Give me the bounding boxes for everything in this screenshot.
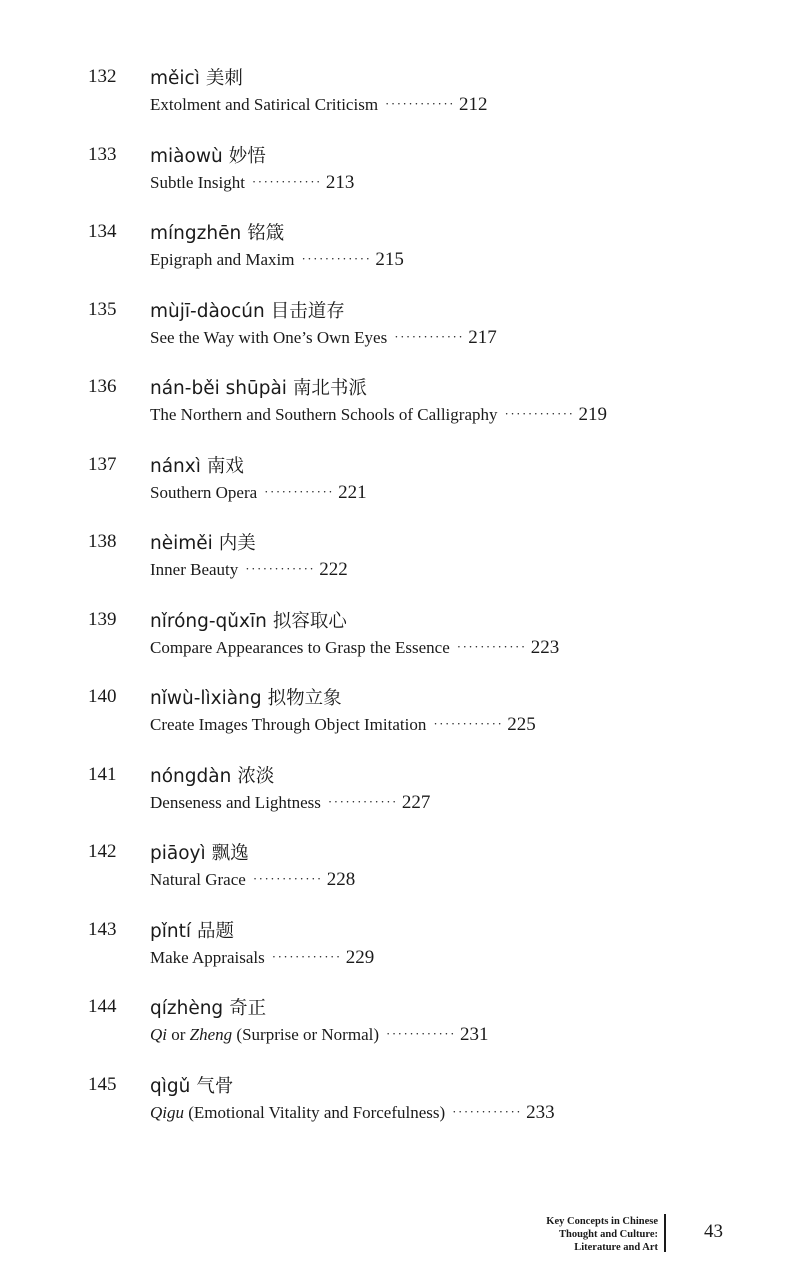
entry-english: (Surprise or Normal) (232, 1025, 379, 1044)
entry-hanzi: 美刺 (205, 68, 243, 89)
entry-pinyin: nèiměi (150, 533, 213, 554)
entry-page-number: 225 (507, 714, 536, 735)
entry-number: 144 (88, 996, 117, 1017)
entry-english: See the Way with One’s Own Eyes (150, 327, 388, 347)
entry-connector: or (167, 1025, 190, 1044)
entry-number: 138 (88, 531, 117, 552)
entry-hanzi: 奇正 (229, 998, 267, 1019)
toc-entry[interactable] (0, 911, 800, 989)
toc-entry[interactable] (0, 136, 800, 214)
entry-pinyin: piāoyì (150, 843, 206, 864)
entry-hanzi: 浓淡 (237, 765, 275, 787)
entry-translation (150, 792, 430, 814)
entry-english: Compare Appearances to Grasp the Essence (150, 637, 450, 657)
entry-page-number: 228 (326, 869, 356, 890)
entry-page-number: 215 (375, 249, 404, 270)
entry-english: Create Images Through Object Imitation (150, 715, 427, 734)
entry-heading (150, 684, 342, 710)
dot-leader: ············ (394, 328, 465, 344)
entry-number: 142 (88, 841, 117, 862)
entry-pinyin: mùjī-dàocún (150, 300, 265, 322)
entry-hanzi: 内美 (218, 533, 256, 554)
entry-heading (150, 374, 367, 400)
dot-leader: ············ (264, 483, 335, 499)
entry-pinyin: nánxì (150, 455, 201, 477)
entry-page-number: 223 (530, 636, 560, 658)
entry-english: Natural Grace (150, 870, 246, 889)
entry-number: 143 (88, 918, 117, 940)
entry-heading (150, 529, 256, 555)
entry-italic-term: Zheng (189, 1025, 233, 1044)
entry-pinyin: nóngdàn (150, 765, 232, 787)
toc-entry[interactable] (0, 1066, 800, 1144)
entry-translation (150, 1024, 488, 1046)
entry-pinyin: miàowù (150, 145, 223, 167)
entry-number: 134 (88, 221, 117, 242)
entry-heading (150, 297, 345, 323)
dot-leader: ············ (433, 716, 504, 731)
toc-entry[interactable] (0, 601, 800, 679)
entry-heading (150, 452, 244, 478)
dot-leader: ············ (301, 251, 372, 266)
entry-hanzi: 南戏 (206, 455, 244, 477)
entry-hanzi: 气骨 (196, 1075, 234, 1097)
entry-heading (150, 762, 274, 788)
entry-english: Subtle Insight (150, 172, 245, 192)
entry-english: Denseness and Lightness (150, 792, 321, 812)
entry-number: 145 (88, 1073, 117, 1095)
entry-number: 136 (88, 376, 117, 397)
entry-pinyin: nǐwù-lìxiàng (150, 688, 262, 709)
dot-leader: ············ (245, 561, 316, 576)
entry-page-number: 233 (526, 1101, 555, 1123)
footer-title-line: Thought and Culture: (558, 1229, 658, 1240)
entry-english: The Northern and Southern Schools of Calligraphy (150, 405, 498, 424)
entry-pinyin: měicì (150, 68, 200, 89)
page-number: 43 (704, 1221, 723, 1242)
entry-english: Inner Beauty (150, 560, 239, 579)
entry-pinyin: míngzhēn (150, 223, 242, 244)
entry-pinyin: qízhèng (150, 998, 224, 1019)
toc-entry[interactable] (0, 291, 800, 369)
entry-heading (150, 994, 266, 1020)
entry-hanzi: 南北书派 (292, 378, 367, 399)
entry-italic-term: Qi (150, 1025, 167, 1044)
dot-leader: ············ (385, 96, 455, 111)
toc-entry[interactable] (0, 446, 800, 524)
entry-heading (150, 1072, 233, 1098)
entry-number: 135 (88, 298, 117, 320)
toc-entry[interactable] (0, 213, 800, 291)
entry-page-number: 229 (345, 946, 375, 968)
entry-number: 132 (88, 66, 117, 87)
entry-translation (150, 249, 404, 271)
entry-heading (150, 64, 243, 90)
entry-page-number: 217 (468, 326, 497, 348)
entry-hanzi: 妙悟 (228, 145, 266, 167)
entry-english: Make Appraisals (150, 947, 265, 967)
dot-leader: ············ (456, 638, 527, 654)
entry-translation (150, 714, 536, 736)
toc-entry[interactable] (0, 756, 800, 834)
entry-hanzi: 铭箴 (247, 223, 285, 244)
entry-number: 140 (88, 686, 117, 707)
footer-divider (664, 1214, 666, 1252)
entry-translation (150, 869, 355, 891)
entry-translation (150, 559, 348, 581)
dot-leader: ············ (252, 871, 323, 886)
entry-translation (150, 947, 374, 969)
entry-english: Southern Opera (150, 482, 258, 502)
footer-title-line: Literature and Art (574, 1242, 658, 1253)
dot-leader: ············ (504, 406, 575, 421)
entry-number: 141 (88, 763, 117, 785)
entry-pinyin: qìgǔ (150, 1075, 191, 1097)
entry-translation (150, 327, 497, 349)
entry-number: 139 (88, 608, 117, 630)
dot-leader: ············ (271, 948, 342, 964)
entry-heading (150, 917, 234, 943)
entry-page-number: 231 (459, 1024, 489, 1045)
entry-page-number: 221 (338, 481, 367, 503)
entry-hanzi: 拟物立象 (267, 688, 342, 709)
table-of-contents (0, 58, 800, 1143)
toc-entry[interactable] (0, 58, 800, 136)
entry-number: 133 (88, 143, 117, 165)
running-footer-title (546, 1215, 658, 1254)
entry-translation (150, 172, 354, 194)
entry-english: Epigraph and Maxim (150, 250, 295, 269)
entry-translation (150, 94, 488, 116)
entry-translation (150, 1102, 555, 1124)
entry-page-number: 227 (401, 791, 431, 813)
entry-english: (Emotional Vitality and Forcefulness) (184, 1102, 446, 1122)
entry-heading (150, 839, 249, 865)
entry-hanzi: 拟容取心 (272, 610, 347, 632)
dot-leader: ············ (327, 793, 398, 809)
toc-entry[interactable] (0, 678, 800, 756)
toc-entry[interactable] (0, 833, 800, 911)
entry-italic-term: Qigu (150, 1102, 184, 1122)
entry-heading (150, 142, 266, 168)
entry-pinyin: nán-běi shūpài (150, 378, 287, 399)
footer-title-line: Key Concepts in Chinese (546, 1216, 658, 1227)
entry-translation (150, 637, 559, 659)
dot-leader: ············ (386, 1026, 456, 1041)
entry-heading (150, 219, 284, 245)
entry-pinyin: nǐróng-qǔxīn (150, 610, 267, 632)
toc-entry[interactable] (0, 523, 800, 601)
entry-page-number: 213 (325, 171, 355, 193)
entry-page-number: 219 (578, 404, 607, 425)
entry-english: Extolment and Satirical Criticism (150, 95, 379, 114)
entry-page-number: 222 (319, 559, 348, 580)
entry-page-number: 212 (459, 94, 488, 115)
entry-hanzi: 目击道存 (270, 300, 345, 322)
dot-leader: ············ (251, 173, 322, 189)
entry-pinyin: pǐntí (150, 920, 192, 942)
entry-heading (150, 607, 347, 633)
toc-entry[interactable] (0, 988, 800, 1066)
entry-hanzi: 品题 (197, 920, 235, 942)
toc-entry[interactable] (0, 368, 800, 446)
entry-hanzi: 飘逸 (211, 843, 249, 864)
entry-number: 137 (88, 453, 117, 475)
entry-translation (150, 482, 367, 504)
entry-translation (150, 404, 607, 426)
dot-leader: ············ (452, 1103, 523, 1119)
